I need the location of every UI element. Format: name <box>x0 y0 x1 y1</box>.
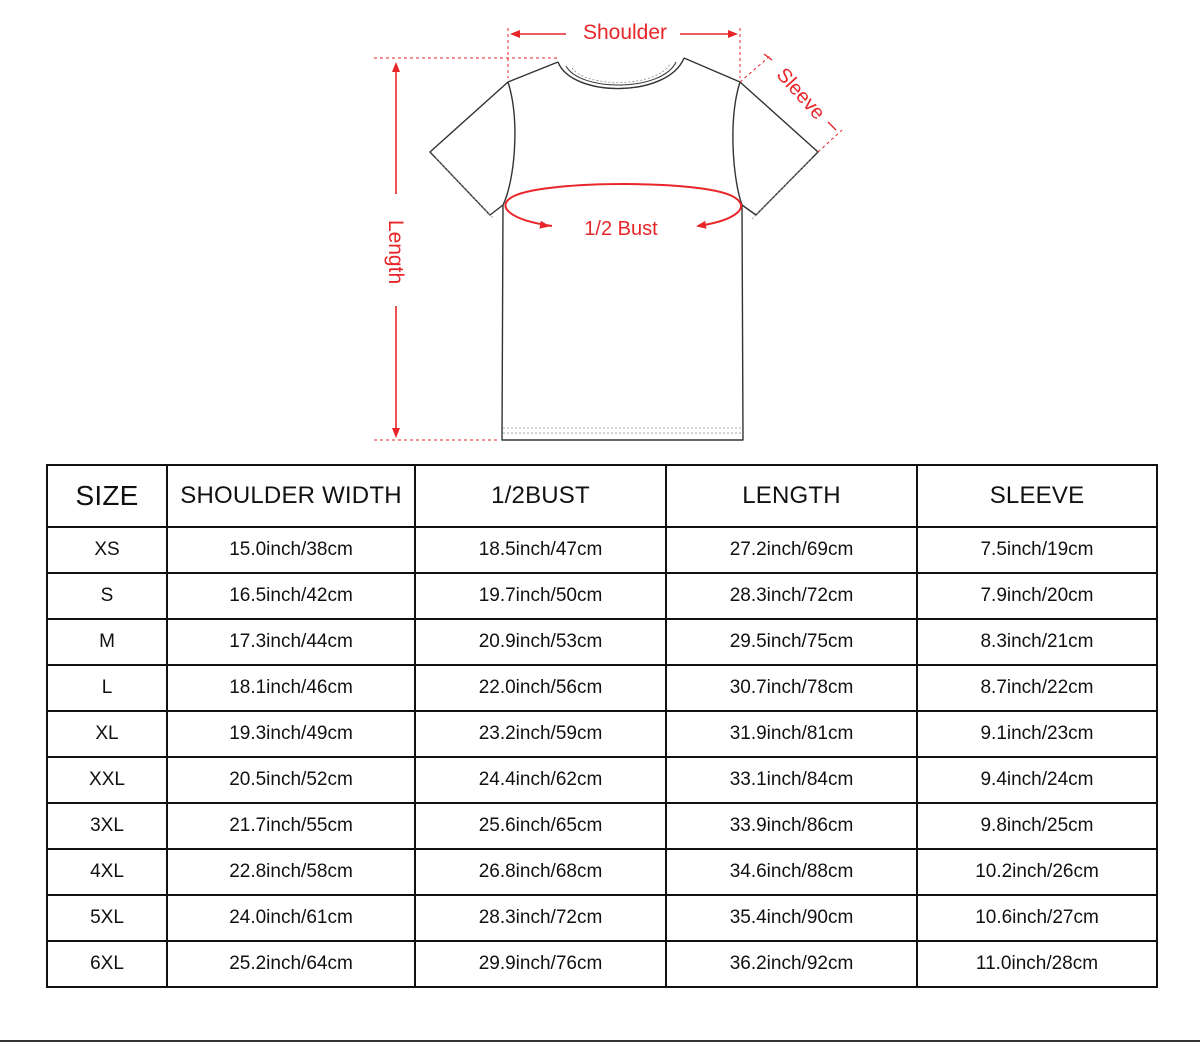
sleeve-cell: 7.5inch/19cm <box>917 527 1157 573</box>
table-row <box>47 849 1157 895</box>
bust-cell: 20.9inch/53cm <box>415 619 666 665</box>
table-row <box>47 573 1157 619</box>
header-half-bust: 1/2BUST <box>415 465 666 527</box>
size-cell: 6XL <box>47 941 167 987</box>
shoulder-cell: 16.5inch/42cm <box>167 573 415 619</box>
length-cell: 33.9inch/86cm <box>666 803 917 849</box>
length-cell: 36.2inch/92cm <box>666 941 917 987</box>
header-size: SIZE <box>47 465 167 527</box>
table-row <box>47 711 1157 757</box>
sleeve-cell: 11.0inch/28cm <box>917 941 1157 987</box>
sleeve-cell: 10.6inch/27cm <box>917 895 1157 941</box>
table-header-row <box>47 465 1157 527</box>
size-cell: 3XL <box>47 803 167 849</box>
table-row <box>47 527 1157 573</box>
table-row <box>47 941 1157 987</box>
bust-label: 1/2 Bust <box>584 218 658 240</box>
size-cell: XL <box>47 711 167 757</box>
length-cell: 31.9inch/81cm <box>666 711 917 757</box>
table-row <box>47 665 1157 711</box>
table-row <box>47 895 1157 941</box>
bust-cell: 18.5inch/47cm <box>415 527 666 573</box>
sleeve-cell: 10.2inch/26cm <box>917 849 1157 895</box>
tshirt-measurement-diagram <box>0 0 1200 460</box>
length-cell: 30.7inch/78cm <box>666 665 917 711</box>
bust-cell: 23.2inch/59cm <box>415 711 666 757</box>
shoulder-cell: 21.7inch/55cm <box>167 803 415 849</box>
shoulder-cell: 19.3inch/49cm <box>167 711 415 757</box>
table-row <box>47 803 1157 849</box>
bust-cell: 28.3inch/72cm <box>415 895 666 941</box>
bust-cell: 29.9inch/76cm <box>415 941 666 987</box>
size-cell: 5XL <box>47 895 167 941</box>
table-row <box>47 619 1157 665</box>
shoulder-cell: 24.0inch/61cm <box>167 895 415 941</box>
shoulder-cell: 15.0inch/38cm <box>167 527 415 573</box>
bust-cell: 24.4inch/62cm <box>415 757 666 803</box>
header-length: LENGTH <box>666 465 917 527</box>
size-cell: M <box>47 619 167 665</box>
size-cell: L <box>47 665 167 711</box>
sleeve-label: Sleeve <box>771 63 830 125</box>
size-cell: XXL <box>47 757 167 803</box>
length-cell: 35.4inch/90cm <box>666 895 917 941</box>
bust-cell: 19.7inch/50cm <box>415 573 666 619</box>
bust-cell: 22.0inch/56cm <box>415 665 666 711</box>
shoulder-cell: 18.1inch/46cm <box>167 665 415 711</box>
sleeve-cell: 9.1inch/23cm <box>917 711 1157 757</box>
shoulder-label: Shoulder <box>582 21 668 44</box>
shoulder-cell: 25.2inch/64cm <box>167 941 415 987</box>
size-chart-table <box>46 464 1158 988</box>
size-cell: 4XL <box>47 849 167 895</box>
size-cell: S <box>47 573 167 619</box>
shoulder-cell: 17.3inch/44cm <box>167 619 415 665</box>
size-cell: XS <box>47 527 167 573</box>
table-row <box>47 757 1157 803</box>
length-cell: 29.5inch/75cm <box>666 619 917 665</box>
bottom-divider <box>0 1040 1200 1042</box>
tshirt-outline <box>430 58 818 440</box>
length-cell: 27.2inch/69cm <box>666 527 917 573</box>
sleeve-cell: 7.9inch/20cm <box>917 573 1157 619</box>
bust-cell: 25.6inch/65cm <box>415 803 666 849</box>
sleeve-cell: 8.7inch/22cm <box>917 665 1157 711</box>
length-cell: 28.3inch/72cm <box>666 573 917 619</box>
shoulder-cell: 22.8inch/58cm <box>167 849 415 895</box>
header-sleeve: SLEEVE <box>917 465 1157 527</box>
header-shoulder-width: SHOULDER WIDTH <box>167 465 415 527</box>
sleeve-cell: 8.3inch/21cm <box>917 619 1157 665</box>
length-cell: 33.1inch/84cm <box>666 757 917 803</box>
shoulder-cell: 20.5inch/52cm <box>167 757 415 803</box>
length-label: Length <box>384 219 407 285</box>
bust-cell: 26.8inch/68cm <box>415 849 666 895</box>
length-cell: 34.6inch/88cm <box>666 849 917 895</box>
sleeve-cell: 9.4inch/24cm <box>917 757 1157 803</box>
sleeve-cell: 9.8inch/25cm <box>917 803 1157 849</box>
